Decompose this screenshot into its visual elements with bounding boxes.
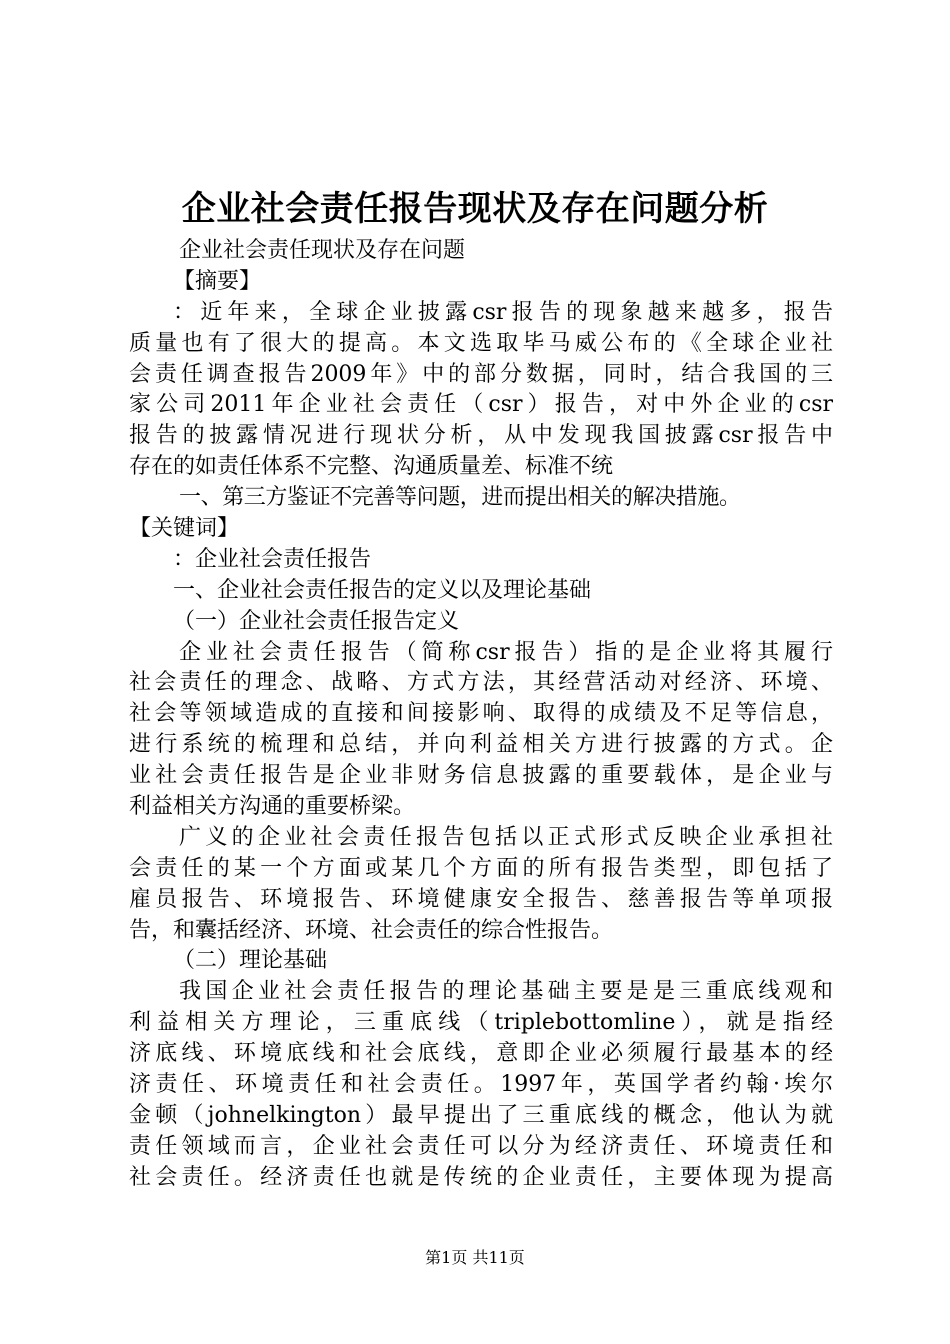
paragraph-line: 利益相关方沟通的重要桥梁。 [129,794,416,820]
paragraph-line: 企业社会责任报告（简称csr报告）指的是企业将其履行 [179,639,833,665]
subtitle-line: 企业社会责任现状及存在问题 [179,238,466,263]
abstract-line: 质量也有了很大的提高。本文选取毕马威公布的《全球企业社 [129,330,833,356]
abstract-line: ：近年来，全球企业披露csr报告的现象越来越多，报告 [173,299,833,325]
abstract-line: 一、第三方鉴证不完善等问题，进而提出相关的解决措施。 [179,485,741,511]
abstract-line: 会责任调查报告2009年》中的部分数据，同时，结合我国的三 [129,361,833,387]
page-footer: 第1页 共11页 [425,1248,525,1267]
paragraph-line: 告，和囊括经济、环境、社会责任的综合性报告。 [129,917,614,943]
subsection-heading: （一）企业社会责任报告定义 [173,608,460,634]
paragraph-line: 社会等领域造成的直接和间接影响、取得的成绩及不足等信息， [129,701,833,727]
document-body [129,236,833,1194]
abstract-heading: 【摘要】 [173,268,262,294]
paragraph-line: 责任领域而言，企业社会责任可以分为经济责任、环境责任和 [129,1133,833,1159]
abstract-line: 家公司2011年企业社会责任（csr）报告，对中外企业的csr [129,392,833,418]
paragraph-line: 社会责任。经济责任也就是传统的企业责任，主要体现为提高 [129,1164,833,1190]
paragraph-line: 广义的企业社会责任报告包括以正式形式反映企业承担社 [179,824,833,850]
section-heading: 一、企业社会责任报告的定义以及理论基础 [173,577,592,603]
paragraph-line: 金顿（johnelkington）最早提出了三重底线的概念，他认为就 [129,1102,833,1128]
subsection-heading: （二）理论基础 [173,948,328,974]
paragraph-line: 社会责任的理念、战略、方式方法，其经营活动对经济、环境、 [129,670,833,696]
keywords-line: ：企业社会责任报告 [173,546,372,572]
keywords-heading: 【关键词】 [129,516,240,542]
abstract-line: 报告的披露情况进行现状分析，从中发现我国披露csr报告中 [129,423,833,449]
abstract-line: 存在的如责任体系不完整、沟通质量差、标准不统 [129,454,614,480]
paragraph-line: 雇员报告、环境报告、环境健康安全报告、慈善报告等单项报 [129,886,833,912]
paragraph-line: 济底线、环境底线和社会底线，意即企业必须履行最基本的经 [129,1041,833,1067]
paragraph-line: 业社会责任报告是企业非财务信息披露的重要载体，是企业与 [129,763,833,789]
document-title: 企业社会责任报告现状及存在问题分析 [181,189,769,229]
paragraph-line: 济责任、环境责任和社会责任。1997年，英国学者约翰·埃尔 [129,1072,833,1098]
paragraph-line: 会责任的某一个方面或某几个方面的所有报告类型，即包括了 [129,855,833,881]
paragraph-line: 进行系统的梳理和总结，并向利益相关方进行披露的方式。企 [129,732,833,758]
paragraph-line: 我国企业社会责任报告的理论基础主要是是三重底线观和 [179,979,833,1005]
paragraph-line: 利益相关方理论，三重底线（triplebottomline），就是指经 [129,1010,833,1036]
